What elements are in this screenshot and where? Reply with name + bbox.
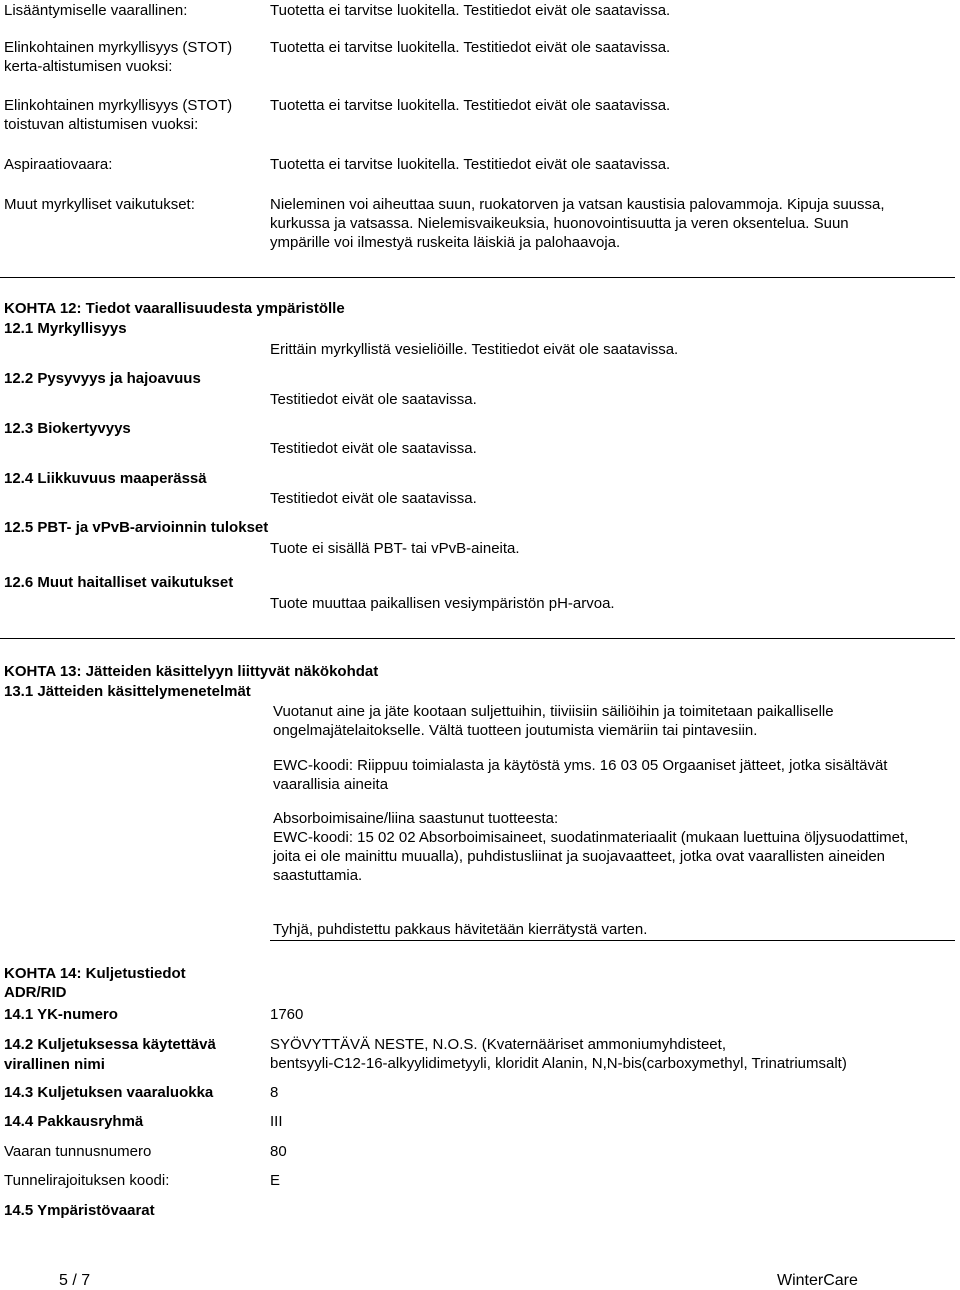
s14-4-value: III — [270, 1113, 283, 1130]
s13-text-line: joita ei ole mainittu muualla), puhdistusliinat ja suojavaatteet, jotka ovat vaarallisten aineiden — [273, 848, 886, 865]
section-12-heading: KOHTA 12: Tiedot vaarallisuudesta ympäristölle — [4, 300, 345, 317]
tox-label-aspiration: Aspiraatiovaara: — [4, 156, 113, 173]
s14-adr-rid: ADR/RID — [4, 984, 67, 1001]
tox-value-stot-repeat: Tuotetta ei tarvitse luokitella. Testitiedot eivät ole saatavissa. — [270, 97, 671, 114]
s12-1-label: 12.1 Myrkyllisyys — [4, 320, 127, 337]
s13-text-line: Vuotanut aine ja jäte kootaan suljettuihin, tiiviisiin säiliöihin ja toimitetaan paikalliselle — [273, 703, 834, 720]
section-divider — [0, 638, 955, 639]
s13-text-line: EWC-koodi: Riippuu toimialasta ja käytöstä yms. 16 03 05 Orgaaniset jätteet, jotka sisältävät — [273, 757, 888, 774]
s13-text-line: saastuttamia. — [273, 867, 363, 884]
tox-value-stot-single: Tuotetta ei tarvitse luokitella. Testitiedot eivät ole saatavissa. — [270, 39, 671, 56]
s12-4-label: 12.4 Liikkuvuus maaperässä — [4, 470, 207, 487]
s14-1-value: 1760 — [270, 1006, 304, 1023]
s14-3-value: 8 — [270, 1084, 279, 1101]
tox-value-aspiration: Tuotetta ei tarvitse luokitella. Testitiedot eivät ole saatavissa. — [270, 156, 671, 173]
tox-label-stot-single-1: Elinkohtainen myrkyllisyys (STOT) — [4, 39, 233, 56]
tox-other-line-1: Nieleminen voi aiheuttaa suun, ruokatorven ja vatsan kaustisia palovammoja. Kipuja suussa, — [270, 196, 885, 213]
s14-1-label: 14.1 YK-numero — [4, 1006, 118, 1023]
s12-6-label: 12.6 Muut haitalliset vaikutukset — [4, 574, 234, 591]
s12-2-value: Testitiedot eivät ole saatavissa. — [270, 391, 477, 408]
tox-label-stot-repeat-1: Elinkohtainen myrkyllisyys (STOT) — [4, 97, 233, 114]
s14-5-label: 14.5 Ympäristövaarat — [4, 1202, 155, 1219]
s14-2-label-line2: virallinen nimi — [4, 1056, 105, 1073]
section-divider — [0, 277, 955, 278]
s14-tunnel-value: E — [270, 1172, 281, 1189]
s12-1-value: Erittäin myrkyllistä vesieliöille. Testitiedot eivät ole saatavissa. — [270, 341, 679, 358]
s14-2-label-line1: 14.2 Kuljetuksessa käytettävä — [4, 1036, 216, 1053]
s13-text-line: EWC-koodi: 15 02 02 Absorboimisaineet, suodatinmateriaalit (mukaan luettuina öljysuodattimet, — [273, 829, 909, 846]
page-number: 5 / 7 — [59, 1272, 91, 1289]
section-13-heading: KOHTA 13: Jätteiden käsittelyyn liittyvät näkökohdat — [4, 663, 379, 680]
tox-label-reproductive: Lisääntymiselle vaarallinen: — [4, 2, 188, 19]
product-name: WinterCare — [777, 1272, 858, 1289]
s14-2-value-line1: SYÖVYTTÄVÄ NESTE, N.O.S. (Kvaternääriset ammoniumyhdisteet, — [270, 1036, 726, 1053]
tox-label-stot-repeat-2: toistuvan altistumisen vuoksi: — [4, 116, 199, 133]
s13-text-line: ongelmajätelaitokselle. Vältä tuotteen joutumista viemäriin tai pintavesiin. — [273, 722, 758, 739]
s14-tunnel-label: Tunnelirajoituksen koodi: — [4, 1172, 170, 1189]
s12-3-label: 12.3 Biokertyvyys — [4, 420, 131, 437]
tox-label-other: Muut myrkylliset vaikutukset: — [4, 196, 195, 213]
s14-4-label: 14.4 Pakkausryhmä — [4, 1113, 144, 1130]
tox-other-line-3: ympärille voi ilmestyä ruskeita läiskiä ja palohaavoja. — [270, 234, 621, 251]
section-14-heading: KOHTA 14: Kuljetustiedot — [4, 965, 186, 982]
s13-1-label: 13.1 Jätteiden käsittelymenetelmät — [4, 683, 251, 700]
s12-6-value: Tuote muuttaa paikallisen vesiympäristön pH-arvoa. — [270, 595, 615, 612]
s13-text-line: Absorboimisaine/liina saastunut tuotteesta: — [273, 810, 559, 827]
s14-2-value-line2: bentsyyli-C12-16-alkyylidimetyyli, kloridit Alanin, N,N-bis(carboxymethyl, Trinatriumsalt) — [270, 1055, 847, 1072]
s14-3-label: 14.3 Kuljetuksen vaaraluokka — [4, 1084, 214, 1101]
s12-2-label: 12.2 Pysyvyys ja hajoavuus — [4, 370, 201, 387]
s14-hazard-id-value: 80 — [270, 1143, 287, 1160]
tox-label-stot-single-2: kerta-altistumisen vuoksi: — [4, 58, 173, 75]
section-divider — [270, 940, 955, 941]
s12-4-value: Testitiedot eivät ole saatavissa. — [270, 490, 477, 507]
s12-3-value: Testitiedot eivät ole saatavissa. — [270, 440, 477, 457]
s12-5-value: Tuote ei sisällä PBT- tai vPvB-aineita. — [270, 540, 520, 557]
tox-other-line-2: kurkussa ja vatsassa. Nielemisvaikeuksia, huonovointisuutta ja veren oksentelua. Suun — [270, 215, 849, 232]
tox-value-reproductive: Tuotetta ei tarvitse luokitella. Testitiedot eivät ole saatavissa. — [270, 2, 671, 19]
s13-text-line: vaarallisia aineita — [273, 776, 389, 793]
s13-text-line: Tyhjä, puhdistettu pakkaus hävitetään kierrätystä varten. — [273, 921, 648, 938]
s12-5-label: 12.5 PBT- ja vPvB-arvioinnin tulokset — [4, 519, 269, 536]
s14-hazard-id-label: Vaaran tunnusnumero — [4, 1143, 152, 1160]
